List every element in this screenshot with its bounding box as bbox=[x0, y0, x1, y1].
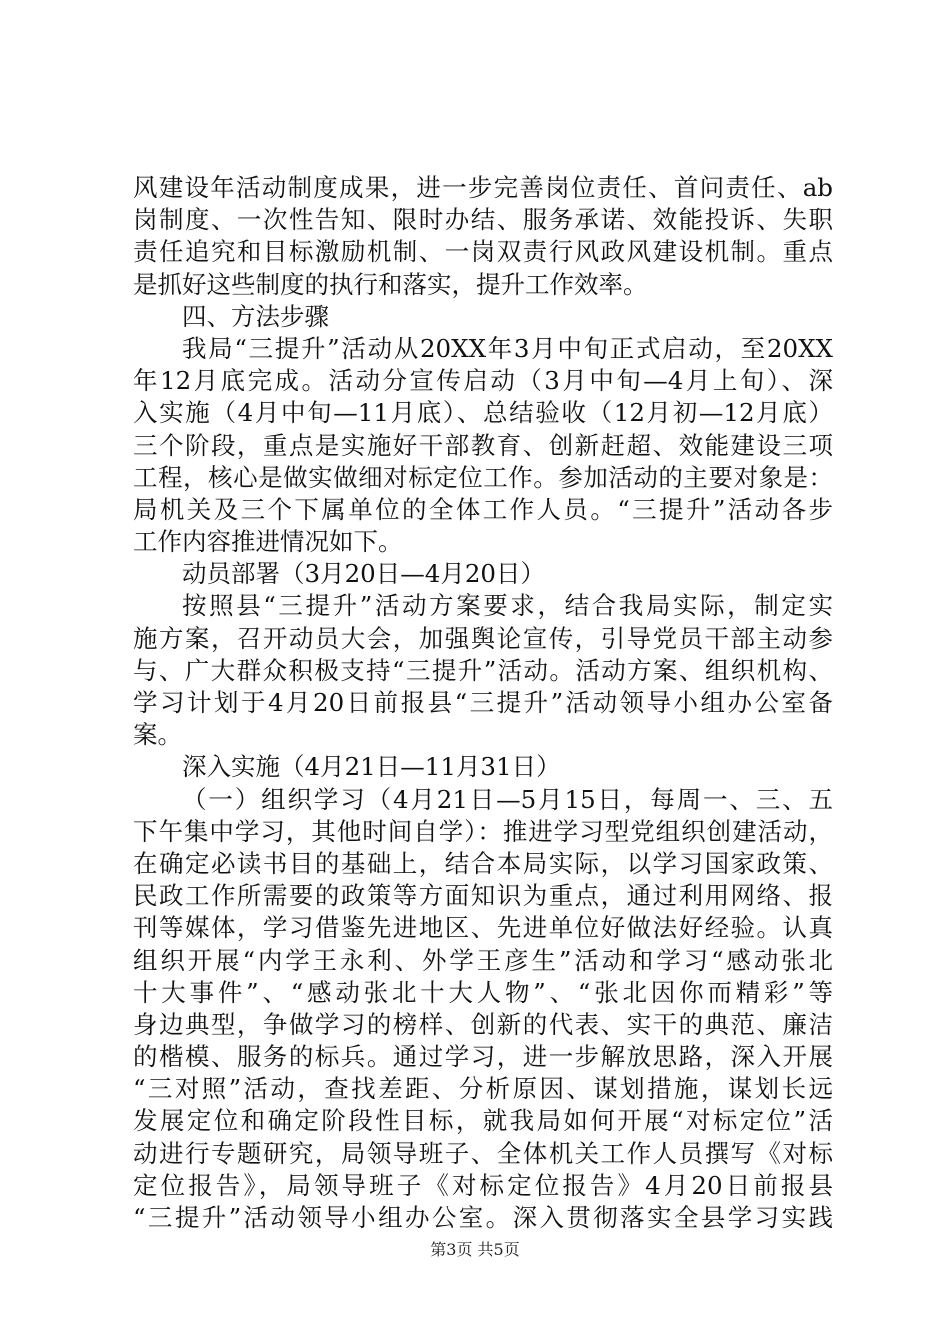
text-line: 下午集中学习，其他时间自学）：推进学习型党组织创建活动， bbox=[133, 816, 833, 846]
text-line: 我局“三提升”活动从20XX年3月中旬正式启动，至20XX bbox=[182, 333, 833, 363]
text-line: 学习计划于4月20日前报县“三提升”活动领导小组办公室备 bbox=[133, 688, 833, 717]
text-line: 案。 bbox=[133, 720, 182, 750]
document-body bbox=[133, 172, 833, 1234]
page-footer: 第3页 共5页 bbox=[430, 1240, 520, 1259]
text-line: 三个阶段，重点是实施好干部教育、创新赶超、效能建设三项 bbox=[133, 430, 833, 460]
text-line: 工程，核心是做实做细对标定位工作。参加活动的主要对象是： bbox=[133, 462, 833, 492]
text-line: 民政工作所需要的政策等方面知识为重点，通过利用网络、报 bbox=[133, 881, 833, 911]
text-line: 组织开展“内学王永利、外学王彦生”活动和学习“感动张北 bbox=[133, 945, 833, 975]
text-line: 风建设年活动制度成果，进一步完善岗位责任、首问责任、ab bbox=[133, 173, 833, 202]
text-line: 深入实施（4月21日—11月31日） bbox=[182, 752, 561, 782]
text-line: 局机关及三个下属单位的全体工作人员。“三提升”活动各步 bbox=[133, 494, 833, 524]
text-line: 与、广大群众积极支持“三提升”活动。活动方案、组织机构、 bbox=[133, 655, 833, 685]
text-line: 四、方法步骤 bbox=[182, 301, 329, 331]
text-line: 动进行专题研究，局领导班子、全体机关工作人员撰写《对标 bbox=[133, 1138, 833, 1168]
text-line: （一）组织学习（4月21日—5月15日，每周一、三、五 bbox=[182, 784, 833, 814]
text-line: 十大事件”、“感动张北十大人物”、“张北因你而精彩”等 bbox=[133, 977, 833, 1007]
text-line: 动员部署（3月20日—4月20日） bbox=[182, 559, 546, 589]
text-line: 刊等媒体，学习借鉴先进地区、先进单位好做法好经验。认真 bbox=[133, 913, 833, 943]
text-line: 身边典型，争做学习的榜样、创新的代表、实干的典范、廉洁 bbox=[133, 1009, 833, 1039]
text-line: 责任追究和目标激励机制、一岗双责行风政风建设机制。重点 bbox=[133, 237, 833, 267]
text-line: 定位报告》，局领导班子《对标定位报告》4月20日前报县 bbox=[133, 1170, 833, 1200]
text-line: 岗制度、一次性告知、限时办结、服务承诺、效能投诉、失职 bbox=[133, 205, 833, 235]
text-line: 在确定必读书目的基础上，结合本局实际，以学习国家政策、 bbox=[133, 848, 833, 878]
text-line: “三对照”活动，查找差距、分析原因、谋划措施，谋划长远 bbox=[133, 1074, 833, 1104]
text-line: 年12月底完成。活动分宣传启动（3月中旬—4月上旬）、深 bbox=[133, 366, 833, 396]
text-line: 入实施（4月中旬—11月底）、总结验收（12月初—12月底） bbox=[133, 398, 833, 428]
text-line: 的楷模、服务的标兵。通过学习，进一步解放思路，深入开展 bbox=[133, 1042, 833, 1072]
text-line: 按照县“三提升”活动方案要求，结合我局实际，制定实 bbox=[182, 591, 833, 621]
text-line: 工作内容推进情况如下。 bbox=[133, 527, 403, 557]
text-line: 发展定位和确定阶段性目标，就我局如何开展“对标定位”活 bbox=[133, 1106, 833, 1136]
text-line: 施方案，召开动员大会，加强舆论宣传，引导党员干部主动参 bbox=[133, 623, 833, 653]
text-line: “三提升”活动领导小组办公室。深入贯彻落实全县学习实践 bbox=[133, 1203, 833, 1232]
text-line: 是抓好这些制度的执行和落实，提升工作效率。 bbox=[133, 269, 648, 299]
